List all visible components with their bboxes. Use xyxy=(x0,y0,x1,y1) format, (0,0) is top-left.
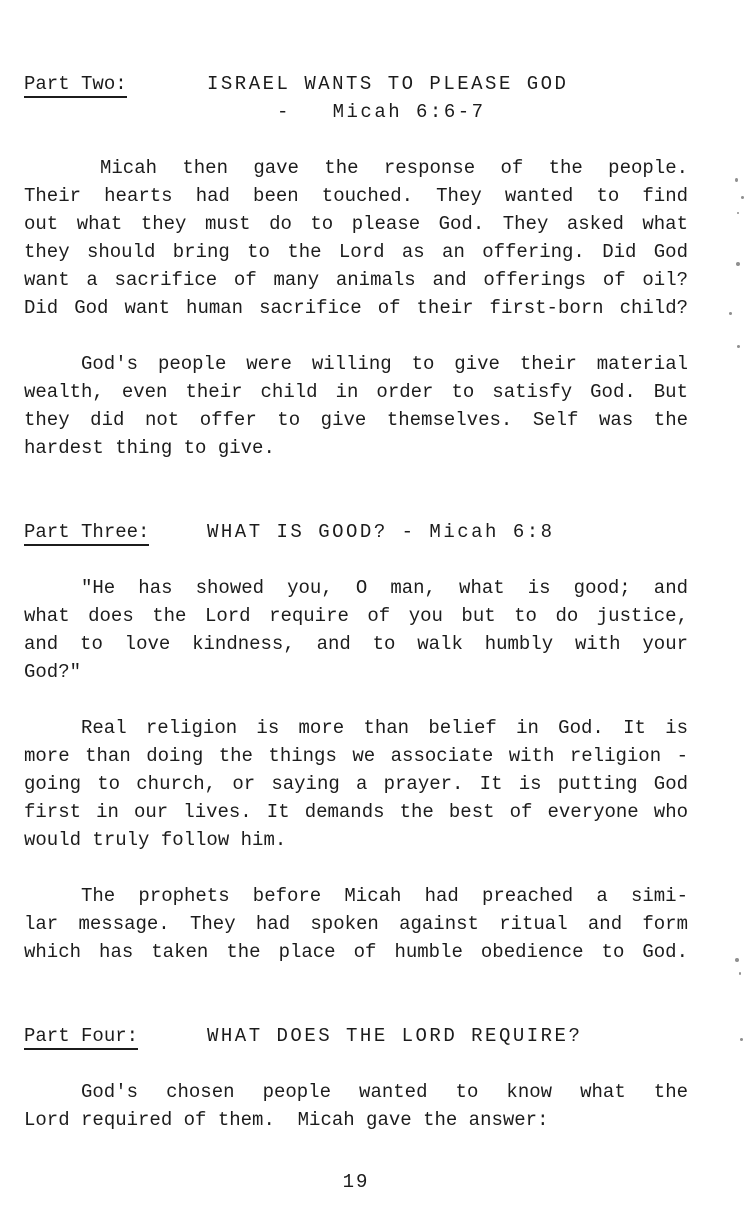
scan-speck xyxy=(741,196,744,199)
paragraph xyxy=(24,1078,688,1134)
text-line: "He has showed you, O man, what is good; and xyxy=(81,577,688,599)
text-line: Lord required of them. Micah gave the answer: xyxy=(24,1109,549,1131)
text-line: first in our lives. It demands the best of everyone who xyxy=(24,801,688,823)
text-line: God?" xyxy=(24,661,82,683)
text-line: The prophets before Micah had preached a simi- xyxy=(81,885,688,907)
text-line: want a sacrifice of many animals and offerings of oil? xyxy=(24,269,688,291)
scan-speck xyxy=(739,972,741,975)
heading-title: ISRAEL WANTS TO PLEASE GOD xyxy=(207,73,569,95)
heading-label xyxy=(24,518,207,546)
section-heading xyxy=(24,70,688,98)
heading-label xyxy=(24,70,207,98)
section-part-four xyxy=(24,1022,749,1134)
text-line: Their hearts had been touched. They wanted to find xyxy=(24,185,688,207)
text-line: which has taken the place of humble obedience to God. xyxy=(24,941,688,963)
paragraph xyxy=(24,350,688,462)
section-heading xyxy=(24,518,688,546)
text-line: Micah then gave the response of the people. xyxy=(100,157,688,179)
heading-label-text: Part Two: xyxy=(24,73,127,98)
scan-speck xyxy=(735,178,738,182)
text-line: and to love kindness, and to walk humbly with your xyxy=(24,633,688,655)
section-part-three xyxy=(24,518,749,966)
text-line: Did God want human sacrifice of their first-born child? xyxy=(24,297,688,319)
heading-title: WHAT IS GOOD? - Micah 6:8 xyxy=(207,521,555,543)
heading-label-text: Part Three: xyxy=(24,521,149,546)
section-heading xyxy=(24,1022,688,1050)
paragraph xyxy=(24,714,688,854)
scan-speck xyxy=(740,1038,743,1041)
scan-speck xyxy=(737,345,740,348)
text-line: lar message. They had spoken against ritual and form xyxy=(24,913,688,935)
text-line: what does the Lord require of you but to do justice, xyxy=(24,605,688,627)
scan-speck xyxy=(735,958,739,962)
heading-subtitle: - Micah 6:6-7 xyxy=(277,101,486,123)
text-line: God's chosen people wanted to know what the xyxy=(81,1081,688,1103)
text-line: they should bring to the Lord as an offering. Did God xyxy=(24,241,688,263)
heading-title: WHAT DOES THE LORD REQUIRE? xyxy=(207,1025,583,1047)
heading-label-text: Part Four: xyxy=(24,1025,138,1050)
text-line: Real religion is more than belief in God. It is xyxy=(81,717,688,739)
text-line: would truly follow him. xyxy=(24,829,287,851)
page-number: 19 xyxy=(342,1171,370,1193)
paragraph-scripture-quote xyxy=(24,574,688,686)
heading-label xyxy=(24,1022,207,1050)
text-line: out what they must do to please God. They asked what xyxy=(24,213,688,235)
section-part-two xyxy=(24,70,749,462)
text-line: more than doing the things we associate with religion - xyxy=(24,745,688,767)
paragraph xyxy=(24,154,688,322)
text-line: they did not offer to give themselves. Self was the xyxy=(24,409,688,431)
text-line: going to church, or saying a prayer. It is putting God xyxy=(24,773,688,795)
paragraph xyxy=(24,882,688,966)
scan-speck xyxy=(737,212,739,214)
scan-speck xyxy=(736,262,740,266)
scan-speck xyxy=(729,312,732,315)
text-line: God's people were willing to give their material xyxy=(81,353,688,375)
text-line: hardest thing to give. xyxy=(24,437,275,459)
text-line: wealth, even their child in order to satisfy God. But xyxy=(24,381,688,403)
